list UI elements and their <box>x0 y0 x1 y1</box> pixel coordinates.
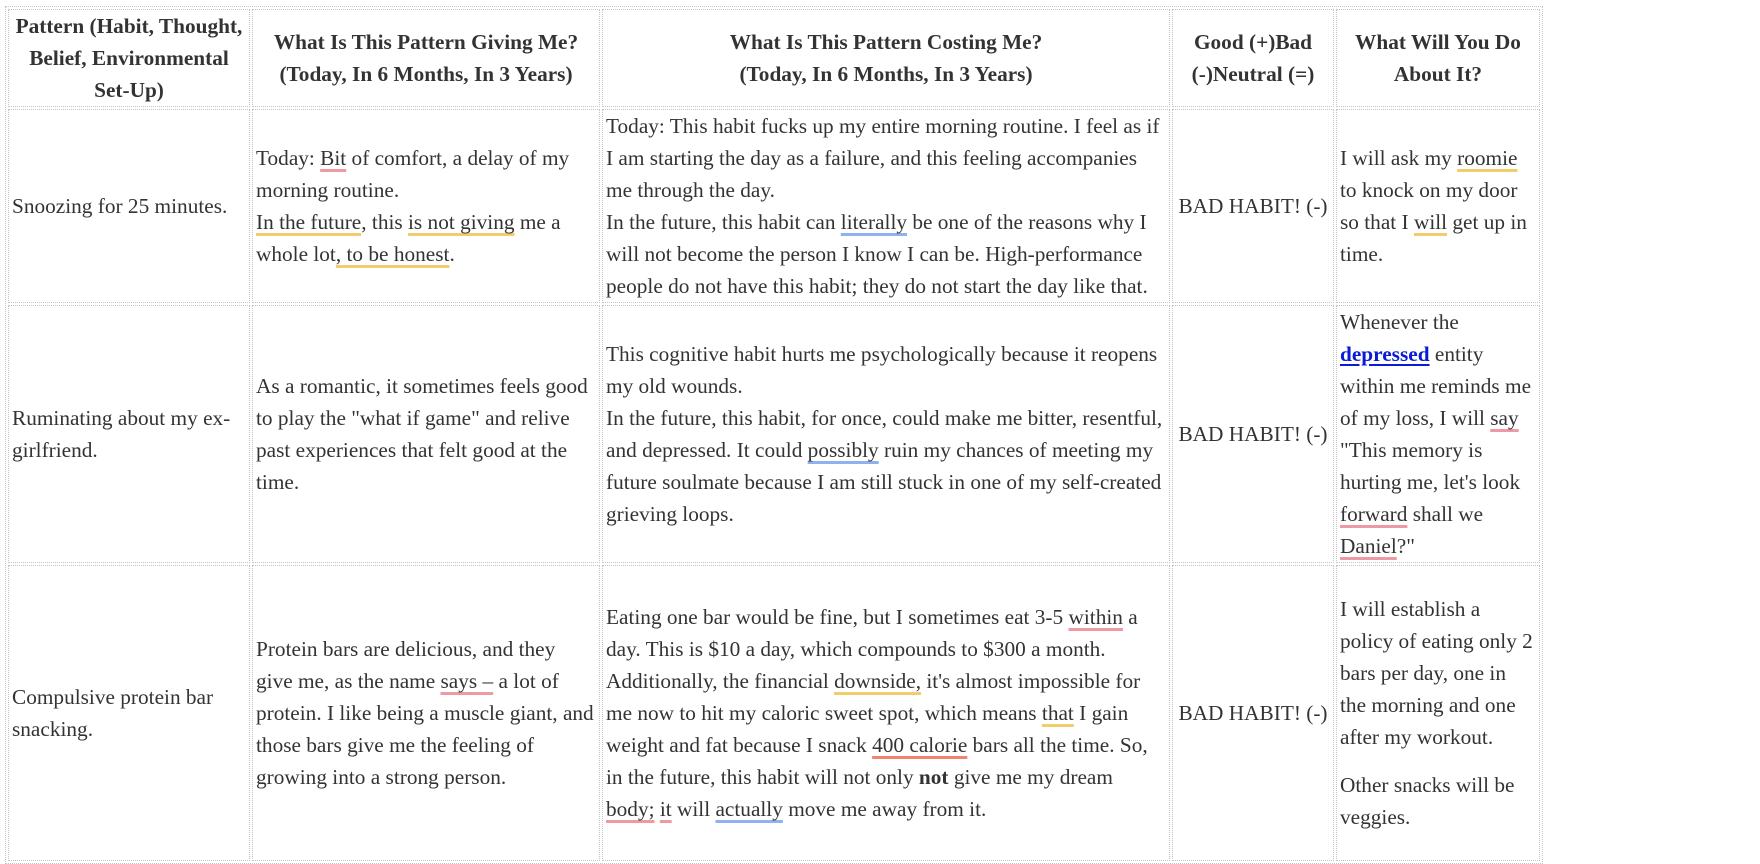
header-giving-line2: (Today, In 6 Months, In 3 Years) <box>279 62 573 86</box>
underlined-text: say <box>1490 406 1519 430</box>
action-cell <box>1336 305 1540 563</box>
text: to knock on my door so that I <box>1340 178 1518 234</box>
text: I gain weight and fat because I snack <box>606 701 1129 757</box>
underlined-text: will <box>1413 210 1448 234</box>
text: Today: <box>256 146 321 170</box>
text: me a whole lot <box>256 210 561 266</box>
pattern-cell: Compulsive protein bar snacking. <box>8 565 250 861</box>
header-action: What Will You Do About It? <box>1336 9 1540 107</box>
underlined-text: 400 calorie <box>872 733 968 757</box>
text: Eating one bar would be fine, but I sometimes eat 3-5 <box>606 605 1069 629</box>
action-paragraph: Other snacks will be veggies. <box>1340 773 1515 829</box>
text: a lot of protein. I like being a muscle giant, and those bars give me the feeling of growing into a strong person. <box>256 669 594 789</box>
giving-cell: As a romantic, it sometimes feels good to play the "what if game" and relive past experiences that felt good at the time. <box>252 305 600 563</box>
text: ruin my chances of meeting my future soulmate because I am still stuck in one of my self-created grieving loops. <box>606 438 1162 526</box>
text: In the future, this habit, for once, could make me bitter, resentful, and depressed. It could <box>606 406 1163 462</box>
text: "This memory is hurting me, let's look <box>1340 438 1521 494</box>
table-row <box>8 305 1540 563</box>
underlined-text: body; <box>606 797 655 821</box>
costing-cell <box>602 305 1170 563</box>
text: will <box>671 797 716 821</box>
costing-cell <box>602 565 1170 861</box>
table-row <box>8 565 1540 861</box>
header-giving-line1: What Is This Pattern Giving Me? <box>273 30 579 54</box>
text: ?" <box>1396 534 1415 558</box>
header-costing-line2: (Today, In 6 Months, In 3 Years) <box>739 62 1033 86</box>
text: Today: This habit fucks up my entire morning routine. I feel as if I am starting the day as a failure, and this feeling accompanies me through the day. <box>606 114 1160 202</box>
rating-cell: BAD HABIT! (-) <box>1172 109 1334 303</box>
underlined-text: forward <box>1340 502 1408 526</box>
text: entity within me reminds me of my loss, I will <box>1340 342 1532 430</box>
underlined-text: possibly <box>807 438 879 462</box>
underlined-text: is not giving <box>408 210 515 234</box>
text: shall we <box>1407 502 1484 526</box>
text: Protein bars are delicious, and they give me, as the name <box>256 637 556 693</box>
underlined-text: says – <box>440 669 494 693</box>
text: it's almost impossible for me now to hit my caloric sweet spot, which means <box>606 669 1141 725</box>
action-paragraph: I will establish a policy of eating only 2 bars per day, one in the morning and one after my workout. <box>1340 597 1533 749</box>
text: , this <box>361 210 409 234</box>
text: of comfort, a delay of my morning routine. <box>256 146 570 202</box>
action-cell <box>1336 565 1540 861</box>
underlined-text: downside, <box>834 669 922 693</box>
header-pattern: Pattern (Habit, Thought, Belief, Environmental Set-Up) <box>8 9 250 107</box>
header-rating: Good (+)Bad (-)Neutral (=) <box>1172 9 1334 107</box>
depressed-link[interactable]: depressed <box>1340 342 1430 366</box>
costing-cell <box>602 109 1170 303</box>
text: get up in time. <box>1340 210 1527 266</box>
header-row <box>8 9 1540 107</box>
text: move me away from it. <box>782 797 987 821</box>
habit-analysis-table <box>5 6 1543 864</box>
text: be one of the reasons why I will not become the person I know I can be. High-performance people do not have this habit; they do not start the day like that. <box>606 210 1148 298</box>
giving-cell <box>252 565 600 861</box>
underlined-text: Bit <box>320 146 347 170</box>
text: I will ask my <box>1340 146 1458 170</box>
text: In the future, this habit can <box>606 210 841 234</box>
header-costing <box>602 9 1170 107</box>
text: give me my dream <box>948 765 1113 789</box>
underlined-text: roomie <box>1457 146 1518 170</box>
action-cell <box>1336 109 1540 303</box>
underlined-text: Daniel <box>1340 534 1397 558</box>
underlined-text: literally <box>840 210 908 234</box>
underlined-text: that <box>1041 701 1074 725</box>
header-costing-line1: What Is This Pattern Costing Me? <box>729 30 1043 54</box>
underlined-text: In the future <box>256 210 362 234</box>
underlined-text: within <box>1068 605 1123 629</box>
underlined-text: , to be honest <box>335 242 450 266</box>
underlined-text: it <box>659 797 672 821</box>
giving-cell <box>252 109 600 303</box>
bold-text: not <box>918 765 949 789</box>
text: . <box>449 242 455 266</box>
text: a day. This is $10 a day, which compounds to $300 a month. Additionally, the financial <box>606 605 1138 693</box>
table-row <box>8 109 1540 303</box>
rating-cell: BAD HABIT! (-) <box>1172 305 1334 563</box>
text: This cognitive habit hurts me psychologically because it reopens my old wounds. <box>606 342 1158 398</box>
pattern-cell: Snoozing for 25 minutes. <box>8 109 250 303</box>
underlined-text: actually <box>715 797 783 821</box>
text: Whenever the <box>1340 310 1459 334</box>
text: bars all the time. So, in the future, this habit will not only <box>606 733 1148 789</box>
rating-cell: BAD HABIT! (-) <box>1172 565 1334 861</box>
pattern-cell: Ruminating about my ex-girlfriend. <box>8 305 250 563</box>
header-giving <box>252 9 600 107</box>
